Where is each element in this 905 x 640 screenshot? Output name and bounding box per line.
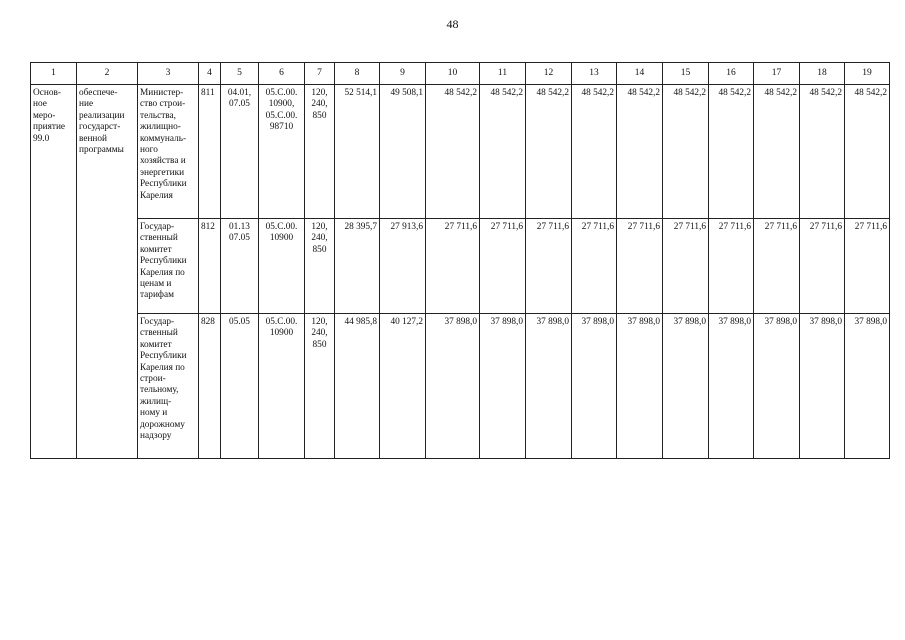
cell-line: Министер- [140,88,184,98]
cell-line: 850 [312,110,327,121]
cell-line: обеспече- [79,88,118,98]
cell-line: 120, [311,317,328,327]
cell-line: тарифам [140,290,174,301]
cell-line: 98710 [269,122,294,133]
budget-table [30,62,890,459]
cell-amount: 49 508,1 [380,85,426,219]
cell-line: ное [33,99,47,110]
cell-amount: 37 898,0 [526,314,572,459]
cell-amount: 27 913,6 [380,219,426,314]
cell-line: жилищно- [140,122,181,133]
cell-amount: 27 711,6 [663,219,709,314]
cell-amount: 37 898,0 [480,314,526,459]
table-row [31,85,890,219]
cell-line: ному и [140,408,168,419]
cell-line: Карелия по [140,267,185,278]
cell-line: Республики [140,256,187,267]
column-header-18: 18 [800,63,845,85]
cell-amount: 48 542,2 [709,85,754,219]
cell-task [77,85,138,459]
cell-amount: 52 514,1 [335,85,380,219]
cell-amount: 48 542,2 [572,85,617,219]
cell-line: 99.0 [33,133,50,144]
cell-line: 10900 [269,328,294,339]
cell-line: ство строи- [140,99,186,110]
cell-line: 240, [311,328,328,339]
cell-amount: 37 898,0 [663,314,709,459]
column-header-8: 8 [335,63,380,85]
column-header-11: 11 [480,63,526,85]
cell-amount: 27 711,6 [426,219,480,314]
cell-line: 850 [312,244,327,255]
column-header-2: 2 [77,63,138,85]
cell-line: 850 [312,339,327,350]
cell-line: 240, [311,99,328,110]
cell-line: Карелия [140,190,173,201]
column-header-5: 5 [221,63,259,85]
cell-amount: 48 542,2 [526,85,572,219]
cell-line: 240, [311,233,328,244]
column-header-14: 14 [617,63,663,85]
cell-csr [259,219,305,314]
column-header-10: 10 [426,63,480,85]
cell-amount: 37 898,0 [572,314,617,459]
cell-executor [138,85,199,219]
cell-line: реализации [79,110,125,121]
cell-amount: 48 542,2 [663,85,709,219]
cell-line: государст- [79,122,121,133]
cell-line: Государ- [140,317,175,327]
cell-line: Государ- [140,222,175,232]
cell-amount: 37 898,0 [426,314,480,459]
page-number: 48 [446,17,459,31]
cell-rzpr [221,219,259,314]
cell-line: 120, [311,88,328,98]
cell-amount: 27 711,6 [617,219,663,314]
cell-csr [259,314,305,459]
cell-line: тельства, [140,110,176,121]
cell-line: ственный [140,328,178,339]
cell-line: Республики [140,351,187,362]
cell-line: Республики [140,179,187,190]
cell-line: 120, [311,222,328,232]
cell-line: 05.С.00. [265,222,298,232]
cell-amount: 37 898,0 [709,314,754,459]
cell-executor [138,219,199,314]
cell-amount: 48 542,2 [800,85,845,219]
cell-line: надзору [140,431,172,442]
cell-line: венной [79,133,108,144]
cell-amount: 48 542,2 [617,85,663,219]
cell-amount: 27 711,6 [709,219,754,314]
column-header-15: 15 [663,63,709,85]
cell-amount: 37 898,0 [845,314,890,459]
cell-vr [305,314,335,459]
cell-amount: 27 711,6 [480,219,526,314]
cell-line: тельному, [140,385,179,396]
cell-amount: 37 898,0 [617,314,663,459]
cell-line: программы [79,145,124,156]
cell-amount: 40 127,2 [380,314,426,459]
cell-line: Основ- [33,88,61,98]
cell-vr [305,85,335,219]
cell-amount: 37 898,0 [800,314,845,459]
column-header-9: 9 [380,63,426,85]
cell-amount: 27 711,6 [754,219,800,314]
cell-grbs: 812 [199,219,221,314]
cell-line: меро- [33,110,56,121]
cell-line: энергетики [140,167,185,178]
cell-line: 01.13 [229,222,250,232]
cell-line: хозяйства и [140,156,186,167]
cell-amount: 48 542,2 [754,85,800,219]
cell-status [31,85,77,459]
cell-line: 05.С.00. [265,317,298,327]
cell-line: комитет [140,244,172,255]
cell-rzpr [221,314,259,459]
cell-line: жилищ- [140,396,172,407]
column-header-3: 3 [138,63,199,85]
cell-amount: 48 542,2 [480,85,526,219]
cell-line: коммуналь- [140,133,187,144]
cell-amount: 28 395,7 [335,219,380,314]
cell-line: ние [79,99,94,110]
cell-amount: 48 542,2 [845,85,890,219]
column-header-12: 12 [526,63,572,85]
column-header-6: 6 [259,63,305,85]
cell-line: 05.С.00. [265,88,298,98]
cell-line: дорожному [140,419,185,430]
cell-line: ного [140,145,158,156]
cell-amount: 44 985,8 [335,314,380,459]
cell-grbs: 828 [199,314,221,459]
cell-line: 10900 [269,233,294,244]
column-header-13: 13 [572,63,617,85]
column-header-16: 16 [709,63,754,85]
cell-amount: 27 711,6 [800,219,845,314]
table-body [31,63,890,459]
cell-line: приятие [33,122,66,133]
cell-vr [305,219,335,314]
cell-line: 07.05 [229,99,250,110]
cell-line: комитет [140,339,172,350]
cell-amount: 27 711,6 [845,219,890,314]
column-header-4: 4 [199,63,221,85]
table-row [31,314,890,459]
cell-rzpr [221,85,259,219]
cell-amount: 27 711,6 [526,219,572,314]
cell-line: 05.С.00. [265,110,298,121]
table-row [31,219,890,314]
column-header-17: 17 [754,63,800,85]
cell-line: 04.01, [227,88,252,98]
cell-line: 05.05 [229,317,250,327]
cell-line: 07.05 [229,233,250,244]
column-header-1: 1 [31,63,77,85]
cell-line: ценам и [140,279,172,290]
cell-line: 10900, [268,99,295,110]
cell-line: Карелия по [140,362,185,373]
cell-line: ственный [140,233,178,244]
column-header-7: 7 [305,63,335,85]
cell-csr [259,85,305,219]
cell-executor [138,314,199,459]
cell-grbs: 811 [199,85,221,219]
cell-amount: 27 711,6 [572,219,617,314]
cell-amount: 48 542,2 [426,85,480,219]
cell-amount: 37 898,0 [754,314,800,459]
column-header-19: 19 [845,63,890,85]
header-row [31,63,890,85]
cell-line: строи- [140,374,166,385]
